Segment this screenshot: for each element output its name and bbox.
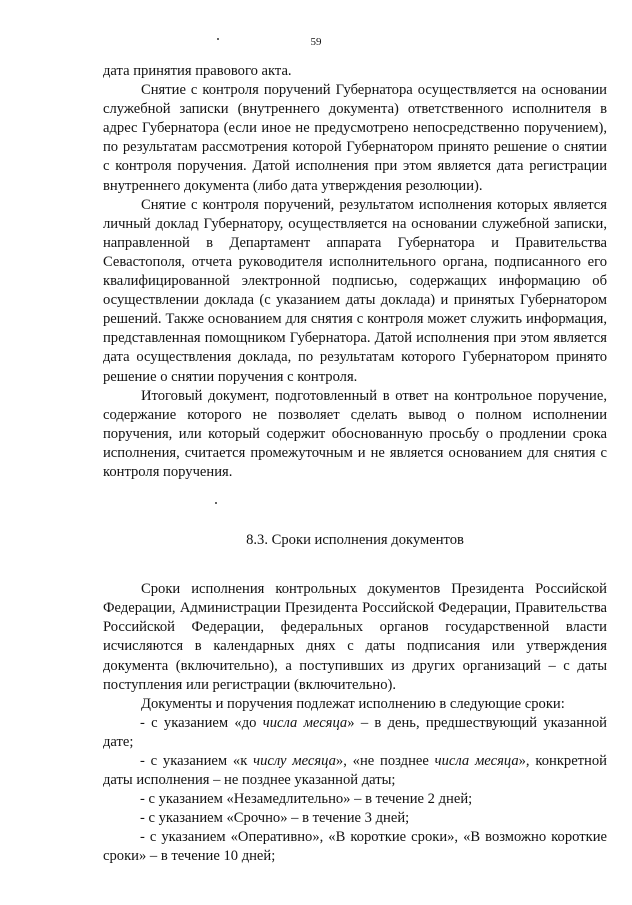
paragraph: Итоговый документ, подготовленный в ответ на контрольное поручение, содержание которого не позволяет сделать вывод о полном исполнении поручения, или который содержит обоснованную просьбу о продлении срока исполнения, считается промежуточным и не является основанием для снятия с контроля поручения. bbox=[103, 387, 607, 480]
paragraph: Снятие с контроля поручений, результатом исполнения которых является личный доклад Губернатору, осуществляется на основании служебной записки, направленной в Департамент аппарата Губернатора и Правительства Севастополя, отчета руководителя исполнительного органа, подписанного его квалифицированной электронной подписью, содержащих информацию об осуществлении доклада (с указанием даты доклада) и принятых Губернатором решений. Также основанием для снятия с контроля может служить информация, представленная помощником Губернатора. Датой исполнения при этом является дата осуществления доклада, по результатам которого Губернатором принято решение о снятии поручения с контроля. bbox=[103, 196, 607, 385]
list-item-text: » – в день, предшествующий указанной дате; bbox=[103, 714, 607, 750]
paragraph: дата принятия правового акта. bbox=[103, 63, 292, 79]
paragraph: Документы и поручения подлежат исполнению в следующие сроки: bbox=[141, 695, 565, 712]
document-body bbox=[103, 62, 607, 867]
paragraph: Снятие с контроля поручений Губернатора осуществляется на основании служебной записки (внутреннего документа) ответственного исполнителя в адрес Губернатора (если иное не предусмотрено непосредственно поручением), по результатам рассмотрения которой Губернатором принято решение о снятии с контроля поручения. Датой исполнения при этом является дата регистрации внутреннего документа (либо дата утверждения резолюции). bbox=[103, 82, 607, 194]
list-item-emphasis: числа месяца bbox=[434, 753, 519, 769]
list-item: - с указанием «Незамедлительно» – в течение 2 дней; bbox=[140, 791, 473, 808]
list-item-emphasis: числу месяца bbox=[253, 753, 336, 769]
section-heading: 8.3. Сроки исполнения документов bbox=[246, 532, 464, 549]
scan-speck bbox=[217, 38, 219, 40]
paragraph: Сроки исполнения контрольных документов Президента Российской Федерации, Администрации Президента Российской Федерации, Правительства Российской Федерации, федеральных органов государственной власти исчисляются в календарных днях с даты подписания или утверждения документа (включительно), а поступивших из других организаций – с даты поступления или регистрации (включительно). bbox=[103, 581, 607, 693]
list-item-text: - с указанием «к bbox=[140, 753, 254, 769]
page-number: 59 bbox=[310, 36, 322, 48]
list-item: - с указанием «Оперативно», «В короткие сроки», «В возможно короткие сроки» – в течение 10 дней; bbox=[103, 829, 607, 865]
spacer bbox=[103, 482, 607, 531]
list-item-emphasis: числа месяца bbox=[262, 714, 348, 731]
list-item-text: », конкретной даты исполнения – не позднее указанной даты; bbox=[103, 753, 607, 789]
list-item: - с указанием «Срочно» – в течение 3 дней; bbox=[140, 810, 410, 827]
list-item bbox=[103, 714, 607, 752]
list-item-text: - с указанием «до bbox=[140, 714, 263, 731]
spacer bbox=[103, 550, 607, 580]
list-item-text: », «не позднее bbox=[335, 753, 435, 769]
list-item bbox=[103, 752, 607, 790]
